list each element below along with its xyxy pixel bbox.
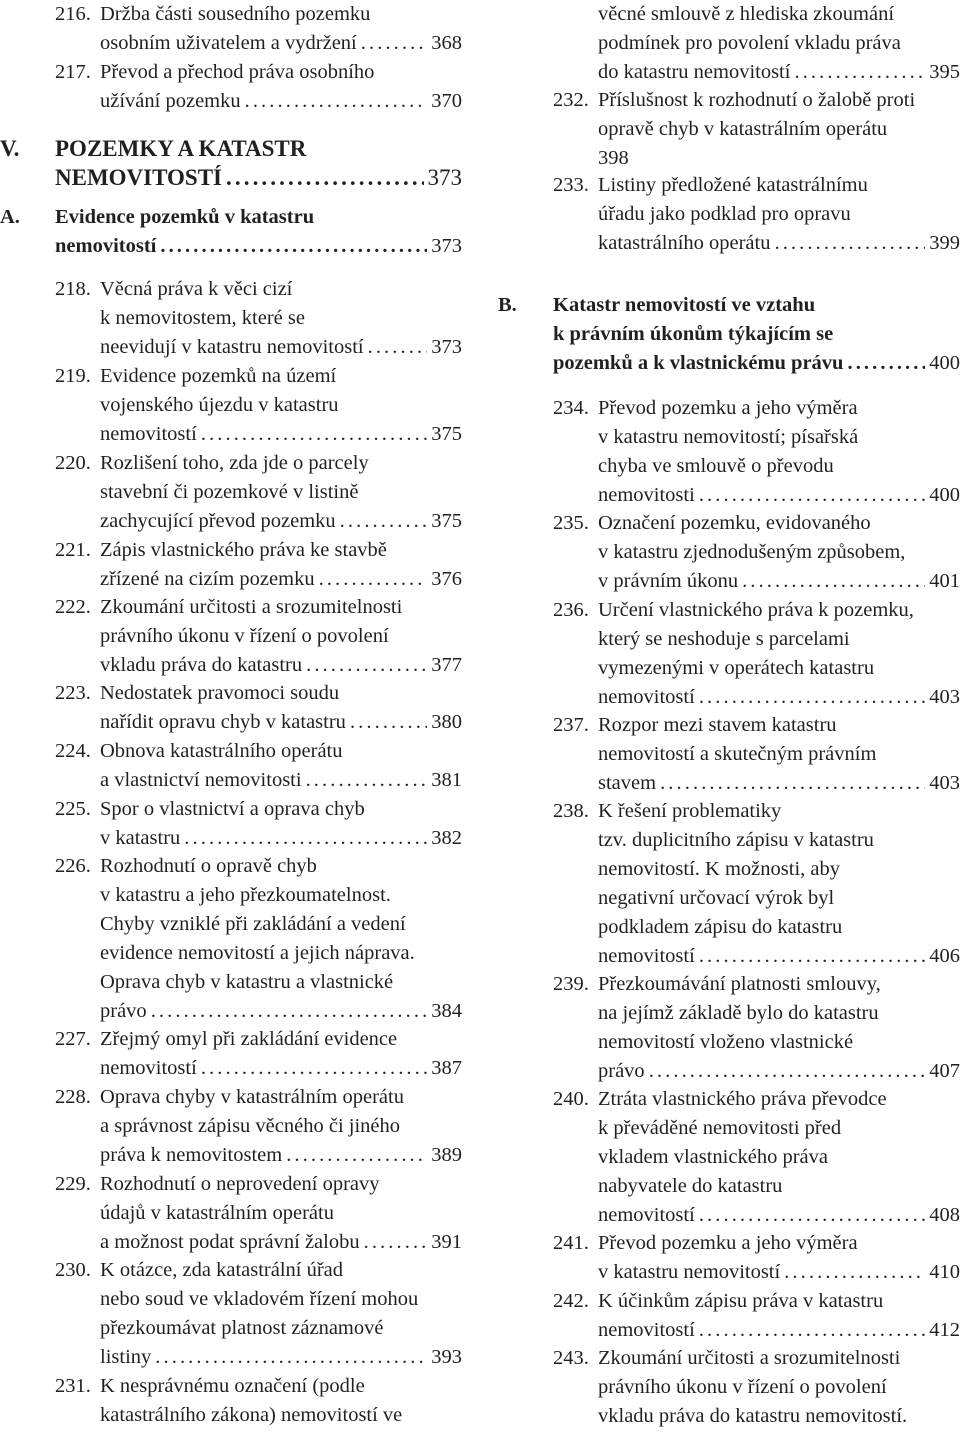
entry-title-line: Rozpor mezi stavem katastru (598, 714, 837, 736)
section-title-line: k právním úkonům týkajícím se (553, 323, 834, 345)
entry-title-line: nařídit opravu chyb v katastru (100, 711, 346, 733)
entry-number: 219. (55, 365, 91, 387)
entry-number: 239. (553, 973, 589, 995)
dot-leader (699, 1316, 925, 1345)
entry-title-line: nemovitostí vloženo vlastnické (598, 1031, 854, 1053)
entry-title-line: Převod a přechod práva osobního (100, 61, 375, 83)
entry-title-line: právního úkonu v řízení o povolení (100, 625, 389, 647)
entry-title-line: nabyvatele do katastru (598, 1175, 783, 1197)
entry-number: 235. (553, 512, 589, 534)
entry-title-line: Listiny předložené katastrálnímu (598, 174, 868, 196)
entry-number: 218. (55, 278, 91, 300)
dot-leader (364, 1228, 428, 1257)
entry-number: 230. (55, 1259, 91, 1281)
entry-title-line: v katastru zjednodušeným způsobem, (598, 541, 906, 563)
entry-number: 224. (55, 740, 91, 762)
entry-number: 242. (553, 1290, 589, 1312)
entry-title-line: Zkoumání určitosti a srozumitelnosti (100, 596, 403, 618)
entry-title-line: a správnost zápisu věcného či jiného (100, 1115, 401, 1137)
page-number: 376 (431, 568, 462, 590)
page-number: 412 (929, 1319, 960, 1341)
entry-title-line: Chyby vzniklé při zakládání a vedení (100, 913, 406, 935)
entry-title-line: Rozlišení toho, zda jde o parcely (100, 452, 369, 474)
entry-number: 234. (553, 397, 589, 419)
dot-leader (226, 163, 423, 192)
dot-leader (847, 349, 925, 378)
entry-title-line: stavem (598, 772, 657, 794)
dot-leader (774, 229, 925, 258)
dot-leader (201, 420, 427, 449)
section-title-line: Evidence pozemků v katastru (55, 206, 315, 228)
entry-number: 237. (553, 714, 589, 736)
page-number: 406 (929, 945, 960, 967)
entry-title-line: nemovitostí (598, 1319, 695, 1341)
entry-title-line: nemovitostí (598, 945, 695, 967)
page-number: 401 (929, 570, 960, 592)
dot-leader (660, 769, 925, 798)
entry-title-line: vkladu práva do katastru (100, 654, 303, 676)
entry-title-line: Evidence pozemků na území (100, 365, 337, 387)
entry-title-line: K otázce, zda katastrální úřad (100, 1259, 344, 1281)
entry-number: 240. (553, 1088, 589, 1110)
entry-title-line: Přezkoumávání platnosti smlouvy, (598, 973, 881, 995)
page-number: 377 (431, 654, 462, 676)
section-title-line: pozemků a k vlastnickému právu (553, 352, 844, 374)
page-number: 393 (431, 1346, 462, 1368)
page-number: 373 (431, 235, 462, 257)
entry-title-line: přezkoumávat platnost záznamové (100, 1317, 384, 1339)
dot-leader (306, 766, 428, 795)
page-number: 395 (929, 61, 960, 83)
page-number: 370 (431, 90, 462, 112)
entry-title-line: a vlastnictví nemovitosti (100, 769, 302, 791)
entry-number: 217. (55, 61, 91, 83)
entry-title-line: nemovitostí (598, 1204, 695, 1226)
section-title-line: nemovitostí (55, 235, 157, 257)
entry-title-line: Rozhodnutí o neprovedení opravy (100, 1173, 380, 1195)
dot-leader (245, 87, 428, 116)
page-number: 373 (427, 165, 462, 190)
entry-title-line: podmínek pro povolení vkladu práva (598, 32, 901, 54)
page-number: 410 (929, 1261, 960, 1283)
entry-title-line: v katastru (100, 827, 181, 849)
entry-title-line: tzv. duplicitního zápisu v katastru (598, 829, 874, 851)
entry-title-line: podkladem zápisu do katastru (598, 916, 843, 938)
dot-leader (368, 333, 428, 362)
entry-title-line: právo (100, 1000, 147, 1022)
entry-number: 222. (55, 596, 91, 618)
entry-title-line: Zápis vlastnického práva ke stavbě (100, 539, 387, 561)
page-number: 403 (929, 686, 960, 708)
entry-title-line: věcné smlouvě z hlediska zkoumání (598, 3, 895, 25)
dot-leader (155, 1343, 427, 1372)
entry-title-line: a možnost podat správní žalobu (100, 1231, 360, 1253)
entry-title-line: listiny (100, 1346, 152, 1368)
page-number: 400 (929, 484, 960, 506)
page-number: 373 (431, 336, 462, 358)
entry-title-line: katastrálního zákona) nemovitostí ve (100, 1404, 403, 1426)
entry-title-line: neevidují v katastru nemovitostí (100, 336, 364, 358)
page-number: 408 (929, 1204, 960, 1226)
entry-number: 229. (55, 1173, 91, 1195)
entry-title-line: stavební či pozemkové v listině (100, 481, 359, 503)
page-number: 380 (431, 711, 462, 733)
entry-title-line: K účinkům zápisu práva v katastru (598, 1290, 884, 1312)
entry-title-line: vkladu práva do katastru nemovitostí. (598, 1405, 908, 1427)
entry-title-line: právního úkonu v řízení o povolení (598, 1376, 887, 1398)
page-number: 382 (431, 827, 462, 849)
dot-leader (160, 232, 427, 261)
entry-title-line: nemovitostí (100, 423, 197, 445)
page-number: 391 (431, 1231, 462, 1253)
entry-title-line: Oprava chyb v katastru a vlastnické (100, 971, 394, 993)
entry-title-line: nemovitostí (100, 1057, 197, 1079)
page-number: 368 (431, 32, 462, 54)
section-title-line: POZEMKY A KATASTR (55, 136, 307, 161)
entry-title-line: užívání pozemku (100, 90, 241, 112)
entry-title-line: katastrálního operátu (598, 232, 771, 254)
entry-title-line: vkladem vlastnického práva (598, 1146, 828, 1168)
entry-title-line: právo (598, 1060, 645, 1082)
entry-title-line: úřadu jako podklad pro opravu (598, 203, 851, 225)
entry-number: 220. (55, 452, 91, 474)
entry-number: 241. (553, 1232, 589, 1254)
entry-title-line: Příslušnost k rozhodnutí o žalobě proti (598, 89, 916, 111)
dot-leader (742, 567, 925, 596)
entry-title-line: který se neshoduje s parcelami (598, 628, 850, 650)
entry-number: 216. (55, 3, 91, 25)
entry-number: 236. (553, 599, 589, 621)
entry-number: 221. (55, 539, 91, 561)
entry-title-line: Držba části sousedního pozemku (100, 3, 371, 25)
page-number: 403 (929, 772, 960, 794)
entry-number: 228. (55, 1086, 91, 1108)
dot-leader (699, 683, 925, 712)
dot-leader (361, 29, 428, 58)
entry-title-line: Věcná práva k věci cizí (100, 278, 293, 300)
entry-number: 226. (55, 855, 91, 877)
entry-title-line: v katastru nemovitostí; písařská (598, 426, 859, 448)
entry-title-line: Určení vlastnického práva k pozemku, (598, 599, 914, 621)
section-title-line: NEMOVITOSTÍ (55, 165, 223, 190)
page-number: 399 (929, 232, 960, 254)
page-number: 400 (929, 352, 960, 374)
entry-title-line: evidence nemovitostí a jejich náprava. (100, 942, 415, 964)
entry-title-line: vymezenými v operátech katastru (598, 657, 875, 679)
dot-leader (340, 507, 428, 536)
section-label: B. (498, 294, 517, 316)
dot-leader (151, 997, 428, 1026)
entry-title-line: zřízené na cizím pozemku (100, 568, 315, 590)
dot-leader (699, 942, 925, 971)
dot-leader (699, 481, 925, 510)
entry-number: 232. (553, 89, 589, 111)
page-number: 375 (431, 423, 462, 445)
dot-leader (319, 565, 428, 594)
entry-number: 243. (553, 1347, 589, 1369)
entry-title-line: osobním uživatelem a vydržení (100, 32, 357, 54)
entry-title-line: Obnova katastrálního operátu (100, 740, 343, 762)
entry-number: 225. (55, 798, 91, 820)
entry-title-line: nemovitosti (598, 484, 695, 506)
entry-title-line: Zkoumání určitosti a srozumitelnosti (598, 1347, 901, 1369)
dot-leader (649, 1057, 926, 1086)
dot-leader (784, 1258, 925, 1287)
entry-number: 238. (553, 800, 589, 822)
entry-number: 233. (553, 174, 589, 196)
dot-leader (699, 1201, 925, 1230)
entry-title-line: Spor o vlastnictví a oprava chyb (100, 798, 365, 820)
dot-leader (350, 708, 427, 737)
entry-title-line: Nedostatek pravomoci soudu (100, 682, 340, 704)
entry-title-line: nebo soud ve vkladovém řízení mohou (100, 1288, 419, 1310)
page-number: 375 (431, 510, 462, 532)
page-number: 389 (431, 1144, 462, 1166)
page-number: 387 (431, 1057, 462, 1079)
page-number: 407 (929, 1060, 960, 1082)
section-label: V. (0, 136, 20, 161)
entry-number: 223. (55, 682, 91, 704)
dot-leader (184, 824, 427, 853)
dot-leader (286, 1141, 427, 1170)
entry-title-line: zachycující převod pozemku (100, 510, 336, 532)
page-number: 398 (598, 147, 629, 169)
entry-title-line: k nemovitostem, které se (100, 307, 305, 329)
entry-title-line: práva k nemovitostem (100, 1144, 283, 1166)
dot-leader (794, 58, 925, 87)
entry-title-line: K řešení problematiky (598, 800, 782, 822)
entry-title-line: Převod pozemku a jeho výměra (598, 397, 858, 419)
entry-title-line: Označení pozemku, evidovaného (598, 512, 871, 534)
dot-leader (306, 651, 427, 680)
entry-title-line: Oprava chyby v katastrálním operátu (100, 1086, 404, 1108)
entry-title-line: Ztráta vlastnického práva převodce (598, 1088, 887, 1110)
entry-title-line: Zřejmý omyl při zakládání evidence (100, 1028, 398, 1050)
section-title-line: Katastr nemovitostí ve vztahu (553, 294, 816, 316)
entry-title-line: do katastru nemovitostí (598, 61, 791, 83)
entry-number: 227. (55, 1028, 91, 1050)
entry-title-line: Převod pozemku a jeho výměra (598, 1232, 858, 1254)
entry-title-line: vojenského újezdu v katastru (100, 394, 339, 416)
page-number: 381 (431, 769, 462, 791)
entry-title-line: v právním úkonu (598, 570, 739, 592)
entry-title-line: k převáděné nemovitosti před (598, 1117, 842, 1139)
entry-title-line: chyba ve smlouvě o převodu (598, 455, 834, 477)
page-number: 384 (431, 1000, 462, 1022)
entry-title-line: negativní určovací výrok byl (598, 887, 835, 909)
entry-title-line: v katastru a jeho přezkoumatelnost. (100, 884, 391, 906)
entry-title-line: nemovitostí (598, 686, 695, 708)
entry-number: 231. (55, 1375, 91, 1397)
entry-title-line: K nesprávnému označení (podle (100, 1375, 365, 1397)
entry-title-line: nemovitostí. K možnosti, aby (598, 858, 840, 880)
entry-title-line: nemovitostí a skutečným právním (598, 743, 877, 765)
entry-title-line: Rozhodnutí o opravě chyb (100, 855, 317, 877)
dot-leader (201, 1054, 427, 1083)
entry-title-line: opravě chyb v katastrálním operátu (598, 118, 888, 140)
entry-title-line: údajů v katastrálním operátu (100, 1202, 334, 1224)
entry-title-line: na jejímž základě bylo do katastru (598, 1002, 879, 1024)
entry-title-line: v katastru nemovitostí (598, 1261, 781, 1283)
section-label: A. (0, 206, 20, 228)
